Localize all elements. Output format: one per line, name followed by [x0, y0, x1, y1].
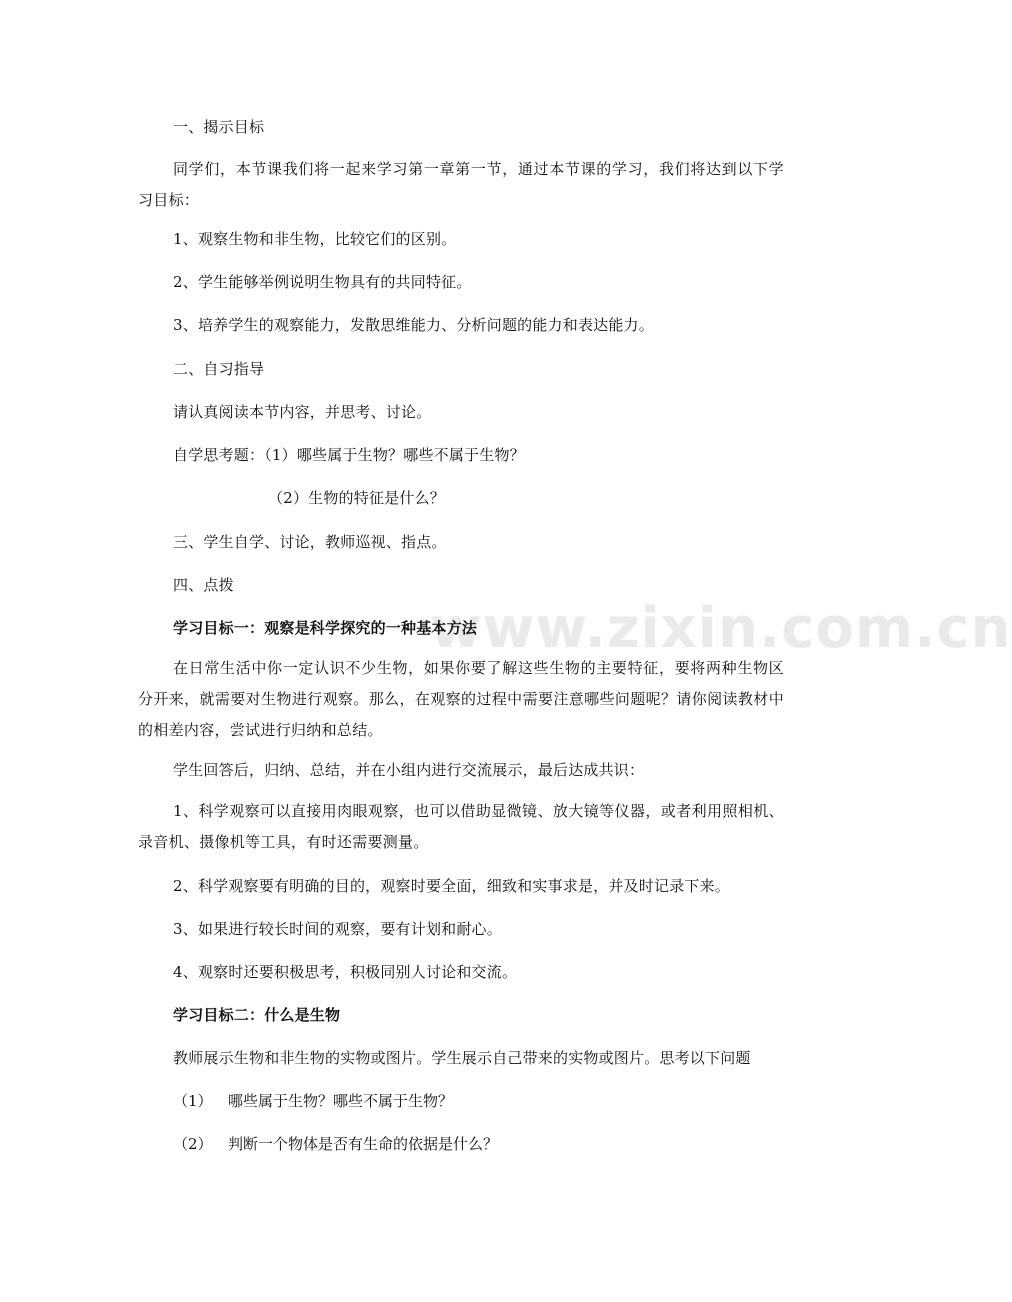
- goal-3: 3、培养学生的观察能力，发散思维能力、分析问题的能力和表达能力。: [173, 316, 654, 334]
- goal-2: 2、学生能够举例说明生物具有的共同特征。: [173, 273, 472, 291]
- section-3-heading: 三、学生自学、讨论，教师巡视、指点。: [173, 533, 447, 551]
- objective-1-summary: 学生回答后，归纳、总结，并在小组内进行交流展示，最后达成共识：: [173, 761, 645, 779]
- self-study-question-2: （2）生物的特征是什么？: [268, 489, 445, 507]
- objective-2-title: 学习目标二：什么是生物: [173, 1006, 341, 1024]
- point-3: 3、如果进行较长时间的观察，要有计划和耐心。: [173, 920, 502, 938]
- section-1-intro: 同学们，本节课我们将一起来学习第一章第一节，通过本节课的学习，我们将达到以下学习目标：: [138, 160, 784, 209]
- objective-2-text: 教师展示生物和非生物的实物或图片。学生展示自己带来的实物或图片。思考以下问题: [173, 1049, 751, 1067]
- self-study-question-1: 自学思考题：（1）哪些属于生物？哪些不属于生物？: [173, 446, 525, 464]
- watermark: www.zixin.com.cn: [430, 596, 1012, 661]
- point-1: 1、科学观察可以直接用肉眼观察，也可以借助显微镜、放大镜等仪器，或者利用照相机、录音机、摄像机等工具，有时还需要测量。: [138, 802, 784, 851]
- question-1-number: （1）: [173, 1092, 213, 1110]
- section-2-text: 请认真阅读本节内容，并思考、讨论。: [173, 403, 432, 421]
- section-2-heading: 二、自习指导: [173, 360, 265, 378]
- question-2-number: （2）: [173, 1135, 213, 1153]
- objective-1-title: 学习目标一：观察是科学探究的一种基本方法: [173, 619, 478, 637]
- point-2: 2、科学观察要有明确的目的，观察时要全面，细致和实事求是，并及时记录下来。: [173, 877, 730, 895]
- question-1-text: 哪些属于生物？哪些不属于生物？: [228, 1092, 454, 1110]
- goal-1: 1、观察生物和非生物，比较它们的区别。: [173, 230, 457, 248]
- section-1-heading: 一、揭示目标: [173, 118, 265, 136]
- objective-1-text: 在日常生活中你一定认识不少生物，如果你要了解这些生物的主要特征，要将两种生物区分开来，就需要对生物进行观察。那么，在观察的过程中需要注意哪些问题呢？请你阅读教材中的相差内容，尝试进行归纳和总结。: [138, 659, 784, 739]
- section-4-heading: 四、点拨: [173, 576, 234, 594]
- question-2-text: 判断一个物体是否有生命的依据是什么？: [228, 1135, 499, 1153]
- point-4: 4、观察时还要积极思考，积极同别人讨论和交流。: [173, 963, 518, 981]
